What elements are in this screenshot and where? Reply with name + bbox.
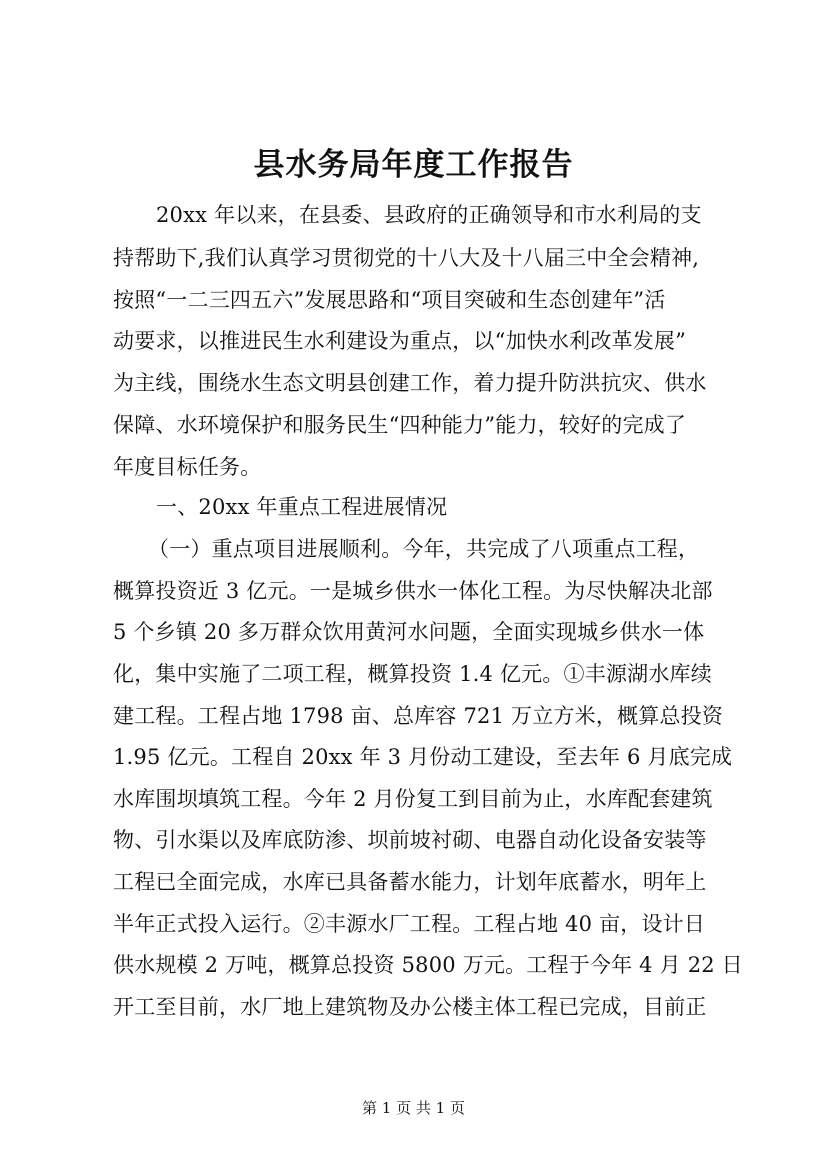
- body-line: 为主线，围绕水生态文明县创建工作，着力提升防洪抗灾、供水: [113, 371, 707, 395]
- page-number: 第 1 页 共 1 页: [362, 1099, 465, 1117]
- body-line: 保障、水环境保护和服务民生“四种能力”能力，较好的完成了: [113, 413, 687, 437]
- section-heading: 一、20xx 年重点工程进展情况: [156, 495, 448, 519]
- body-line: 水库围坝填筑工程。今年 2 月份复工到目前为止，水库配套建筑: [113, 787, 713, 811]
- body-line: 年度目标任务。: [113, 455, 262, 479]
- body-line: 5 个乡镇 20 多万群众饮用黄河水问题，全面实现城乡供水一体: [113, 620, 705, 644]
- body-line: 概算投资近 3 亿元。一是城乡供水一体化工程。为尽快解决北部: [113, 579, 713, 603]
- body-line: 动要求，以推进民生水利建设为重点，以“加快水利改革发展”: [113, 329, 687, 353]
- body-line: 开工至目前，水厂地上建筑物及办公楼主体工程已完成，目前正: [113, 995, 707, 1019]
- body-line: 持帮助下,我们认真学习贯彻党的十八大及十八届三中全会精神,: [113, 246, 700, 270]
- body-line: 化，集中实施了二项工程，概算投资 1.4 亿元。①丰源湖水库续: [113, 662, 712, 686]
- body-line: 1.95 亿元。工程自 20xx 年 3 月份动工建设，至去年 6 月底完成: [113, 745, 733, 769]
- body-line: （一）重点项目进展顺利。今年，共完成了八项重点工程，: [148, 537, 700, 561]
- document-title: 县水务局年度工作报告: [253, 147, 574, 183]
- body-line: 按照“一二三四五六”发展思路和“项目突破和生态创建年”活: [113, 288, 666, 312]
- body-line: 物、引水渠以及库底防渗、坝前坡衬砌、电器自动化设备安装等: [113, 828, 707, 852]
- body-line: 半年正式投入运行。②丰源水厂工程。工程占地 40 亩，设计日: [113, 912, 706, 936]
- body-line: 工程已全面完成，水库已具备蓄水能力，计划年底蓄水，明年上: [113, 870, 707, 894]
- body-line: 建工程。工程占地 1798 亩、总库容 721 万立方米，概算总投资: [113, 704, 724, 728]
- body-line: 供水规模 2 万吨，概算总投资 5800 万元。工程于今年 4 月 22 日: [113, 953, 743, 977]
- body-line: 20xx 年以来，在县委、县政府的正确领导和市水利局的支: [156, 203, 702, 227]
